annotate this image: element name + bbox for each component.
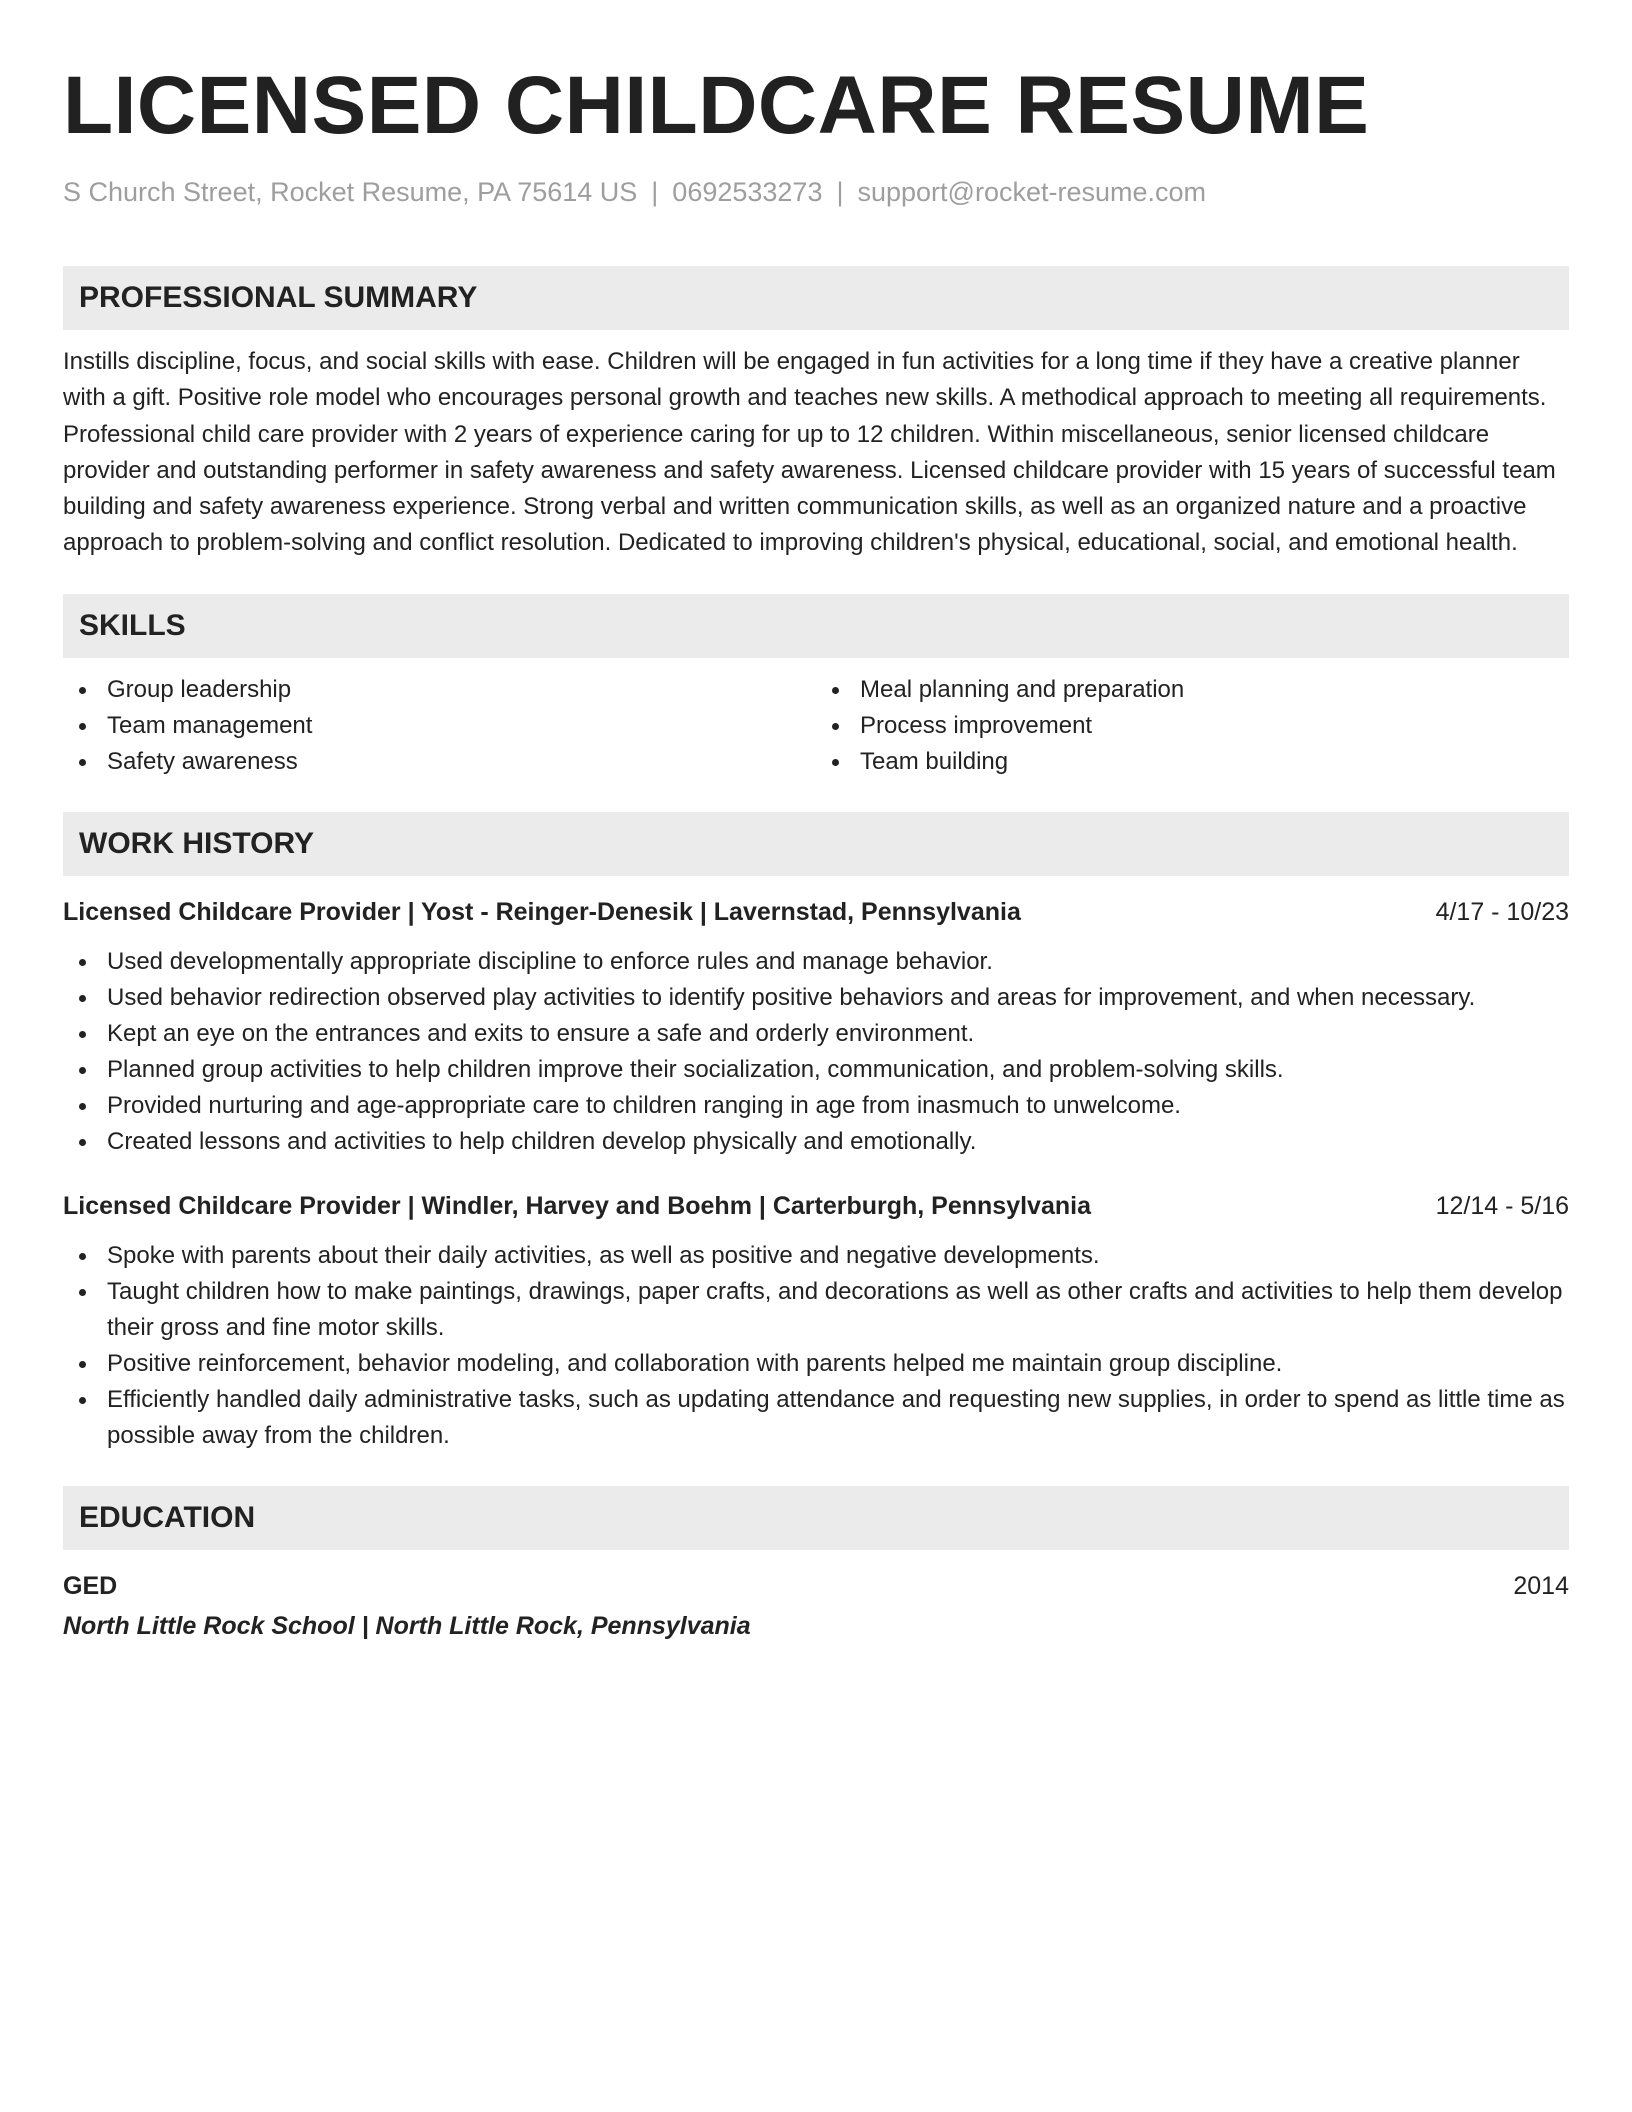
contact-email: support@rocket-resume.com xyxy=(857,177,1207,207)
contact-separator: | xyxy=(651,177,659,207)
education-year: 2014 xyxy=(1513,1571,1569,1600)
contact-address: S Church Street, Rocket Resume, PA 75614 US xyxy=(63,177,638,207)
work-heading: WORK HISTORY xyxy=(63,812,1569,876)
education-header xyxy=(63,1568,1569,1604)
skill-item: Meal planning and preparation xyxy=(816,672,1569,708)
summary-text: Instills discipline, focus, and social skills with ease. Children will be engaged in fun activities for a long time if they have a creative planner with a gift. Positive role model who encourages personal growth and teaches new skills. A methodical approach to meeting all requirements. Professional child care provider with 2 years of experience caring for up to 12 children. Within miscellaneous, senior licensed childcare provider and outstanding performer in safety awareness and safety awareness. Licensed childcare provider with 15 years of successful team building and safety awareness experience. Strong verbal and written communication skills, as well as an organized nature and a proactive approach to problem-solving and conflict resolution. Dedicated to improving children's physical, educational, social, and emotional health. xyxy=(63,348,1556,557)
job-bullet: Created lessons and activities to help children develop physically and emotionally. xyxy=(63,1124,1569,1160)
skill-item: Process improvement xyxy=(816,708,1569,744)
contact-line xyxy=(63,174,1569,210)
job-title: Licensed Childcare Provider | Windler, Harvey and Boehm | Carterburgh, Pennsylvania xyxy=(63,1191,1091,1220)
job-entry xyxy=(63,1188,1569,1454)
skills-grid xyxy=(63,672,1569,780)
education-section xyxy=(63,1486,1569,1644)
job-dates: 12/14 - 5/16 xyxy=(1435,1191,1569,1220)
job-bullet: Used behavior redirection observed play activities to identify positive behaviors and areas for improvement, and when necessary. xyxy=(63,980,1569,1016)
education-entry xyxy=(63,1568,1569,1644)
job-bullet: Kept an eye on the entrances and exits to ensure a safe and orderly environment. xyxy=(63,1016,1569,1052)
job-header xyxy=(63,894,1569,930)
skills-section xyxy=(63,594,1569,780)
skill-item: Team management xyxy=(63,708,816,744)
job-bullets xyxy=(63,944,1569,1160)
skill-item: Safety awareness xyxy=(63,744,816,780)
job-bullet: Planned group activities to help children improve their socialization, communication, and problem-solving skills. xyxy=(63,1052,1569,1088)
job-bullet: Efficiently handled daily administrative tasks, such as updating attendance and requesting new supplies, in order to spend as little time as possible away from the children. xyxy=(63,1382,1569,1454)
job-bullet: Provided nurturing and age-appropriate care to children ranging in age from inasmuch to unwelcome. xyxy=(63,1088,1569,1124)
job-title: Licensed Childcare Provider | Yost - Reinger-Denesik | Lavernstad, Pennsylvania xyxy=(63,897,1021,926)
contact-phone: 0692533273 xyxy=(672,177,823,207)
work-section xyxy=(63,812,1569,1454)
job-bullet: Used developmentally appropriate discipline to enforce rules and manage behavior. xyxy=(63,944,1569,980)
skills-heading: SKILLS xyxy=(63,594,1569,658)
skill-item: Group leadership xyxy=(63,672,816,708)
job-bullets xyxy=(63,1238,1569,1454)
job-bullet: Spoke with parents about their daily activities, as well as positive and negative developments. xyxy=(63,1238,1569,1274)
summary-section xyxy=(63,266,1569,562)
summary-heading: PROFESSIONAL SUMMARY xyxy=(63,266,1569,330)
resume-title: LICENSED CHILDCARE RESUME xyxy=(63,60,1370,151)
education-school: North Little Rock School | North Little Rock, Pennsylvania xyxy=(63,1611,751,1640)
contact-separator: | xyxy=(836,177,844,207)
job-entry xyxy=(63,894,1569,1160)
job-header xyxy=(63,1188,1569,1224)
skills-column-right xyxy=(816,672,1569,780)
education-heading: EDUCATION xyxy=(63,1486,1569,1550)
job-dates: 4/17 - 10/23 xyxy=(1435,897,1569,926)
skills-column-left xyxy=(63,672,816,780)
education-degree: GED xyxy=(63,1571,118,1600)
skill-item: Team building xyxy=(816,744,1569,780)
job-bullet: Positive reinforcement, behavior modeling, and collaboration with parents helped me maintain group discipline. xyxy=(63,1346,1569,1382)
job-bullet: Taught children how to make paintings, drawings, paper crafts, and decorations as well as other crafts and activities to help them develop their gross and fine motor skills. xyxy=(63,1274,1569,1346)
